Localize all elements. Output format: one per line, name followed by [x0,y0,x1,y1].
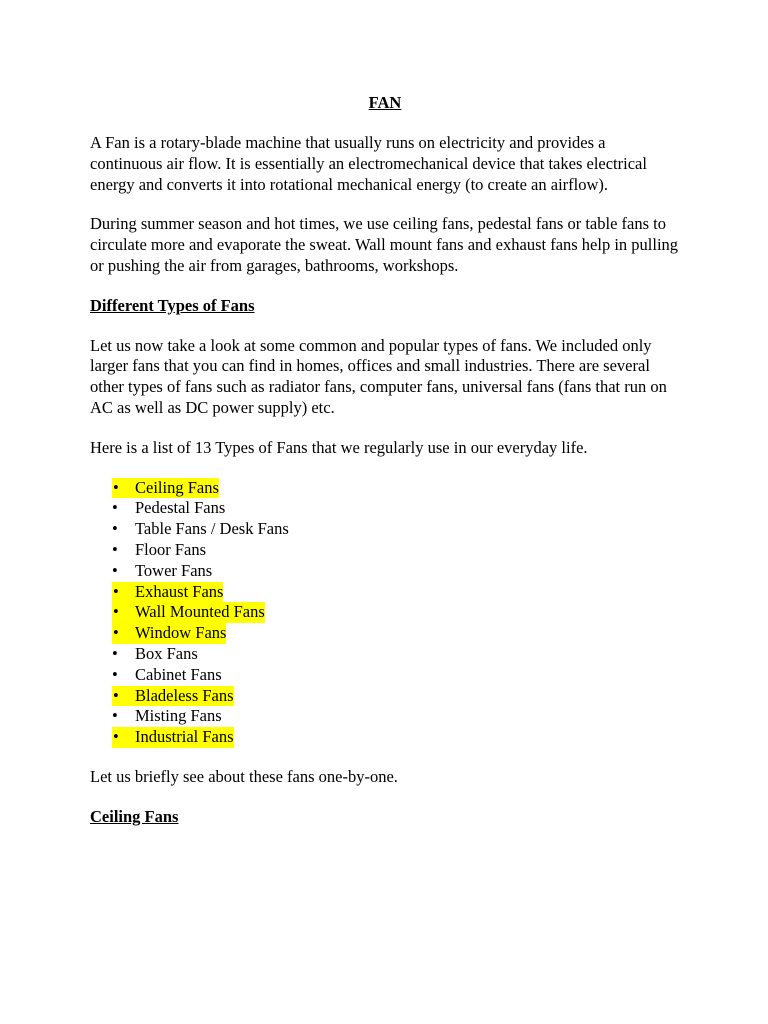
usage-paragraph: During summer season and hot times, we use ceiling fans, pedestal fans or table fans to circulate more and evaporate the sweat. Wall mount fans and exhaust fans help in pulling or pushing the air from garages, bathrooms, workshops. [90,214,679,275]
list-item-row [112,582,223,603]
list-item [90,686,680,707]
list-item [90,706,680,727]
types-intro-paragraph: Let us now take a look at some common and popular types of fans. We included only larger fans that you can find in homes, offices and small industries. There are several other types of fans such as radiator fans, computer fans, universal fans (fans that run on AC as well as DC power supply) etc. [90,335,667,417]
list-item [90,498,680,519]
list-item-row [112,686,234,707]
list-item-row [112,602,265,623]
bullet-icon: • [113,602,119,622]
list-item [90,561,680,582]
bullet-icon: • [113,623,119,643]
list-item-label: Exhaust Fans [135,581,224,601]
list-item [90,644,680,665]
list-intro-paragraph: Here is a list of 13 Types of Fans that we regularly use in our everyday life. [90,437,588,457]
list-item-label: Floor Fans [135,539,207,559]
list-item-label: Cabinet Fans [135,664,222,684]
list-item-row [112,623,226,644]
document-body [90,93,680,847]
list-item [90,727,680,748]
bullet-icon: • [112,664,118,684]
list-item-label: Misting Fans [135,706,222,726]
list-item-row [90,561,212,582]
list-item-label: Window Fans [135,623,227,643]
list-item [90,623,680,644]
bullet-icon: • [112,560,118,580]
list-item-label: Tower Fans [135,560,213,580]
list-item-label: Wall Mounted Fans [135,602,265,622]
list-item-label: Ceiling Fans [135,477,219,497]
list-item [90,478,680,499]
closing-paragraph: Let us briefly see about these fans one-by-one. [90,766,398,786]
bullet-icon: • [113,727,119,747]
section-heading-types: Different Types of Fans [90,295,255,315]
list-item [90,602,680,623]
fan-types-list [90,478,680,748]
bullet-icon: • [112,498,118,518]
list-item-label: Industrial Fans [135,727,234,747]
list-item-row [90,644,198,665]
bullet-icon: • [112,643,118,663]
list-item-row [90,706,222,727]
list-item [90,582,680,603]
intro-paragraph: A Fan is a rotary-blade machine that usually runs on electricity and provides a continuous air flow. It is essentially an electromechanical device that takes electrical energy and converts it into rotational mechanical energy (to create an airflow). [90,133,647,194]
list-item [90,540,680,561]
bullet-icon: • [112,706,118,726]
list-item-row [90,498,225,519]
bullet-icon: • [113,581,119,601]
list-item-label: Box Fans [135,643,198,663]
list-item [90,665,680,686]
list-item [90,519,680,540]
list-item-row [112,478,219,499]
section-heading-ceiling-fans: Ceiling Fans [90,806,179,826]
list-item-label: Pedestal Fans [135,498,226,518]
list-item-row [90,519,289,540]
list-item-row [112,727,234,748]
page-title: FAN [368,93,402,112]
list-item-label: Table Fans / Desk Fans [135,519,289,539]
bullet-icon: • [113,477,119,497]
list-item-label: Bladeless Fans [135,685,234,705]
bullet-icon: • [112,539,118,559]
bullet-icon: • [112,519,118,539]
list-item-row [90,665,222,686]
list-item-row [90,540,206,561]
bullet-icon: • [113,685,119,705]
